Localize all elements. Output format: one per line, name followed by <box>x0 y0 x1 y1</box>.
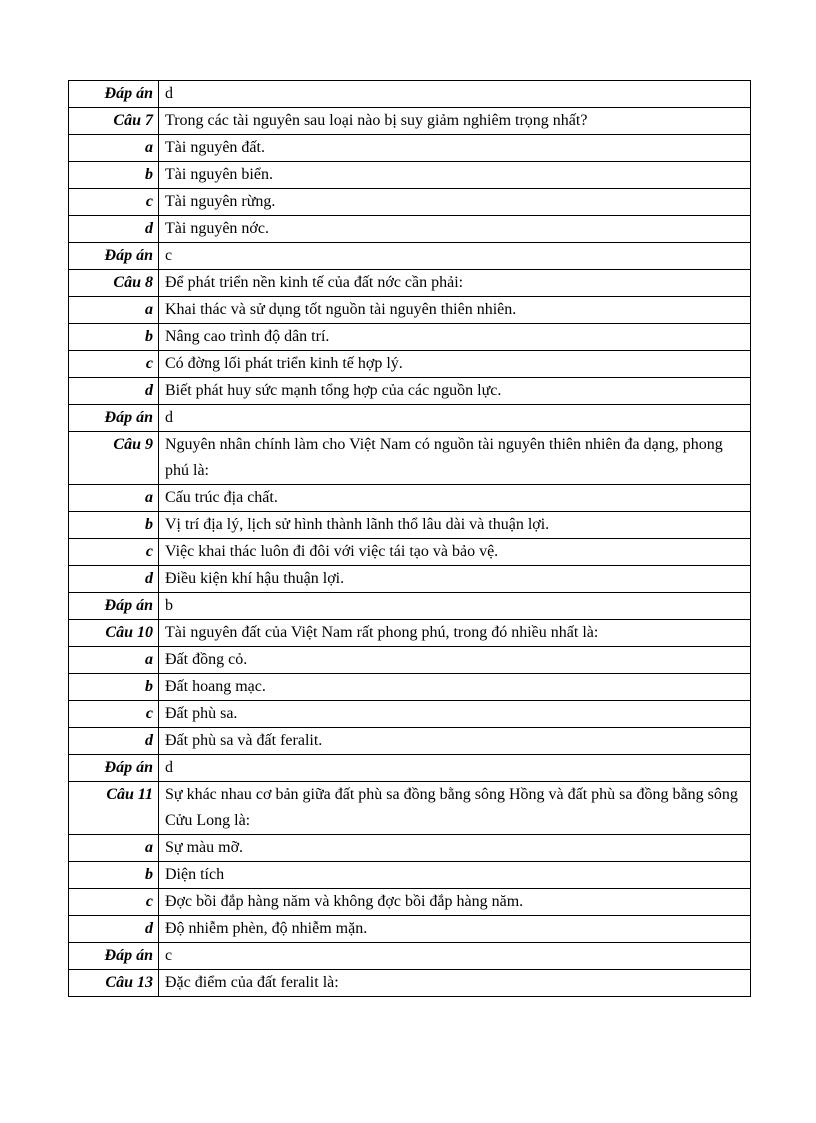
row-label: b <box>69 512 159 539</box>
row-label: b <box>69 674 159 701</box>
row-text: Để phát triển nền kinh tế của đất nớc cần phải: <box>159 270 751 297</box>
row-label: c <box>69 189 159 216</box>
quiz-table <box>68 80 751 997</box>
table-row <box>69 539 751 566</box>
row-text: Sự màu mỡ. <box>159 835 751 862</box>
row-text: Tài nguyên đất của Việt Nam rất phong phú, trong đó nhiều nhất là: <box>159 620 751 647</box>
row-text: b <box>159 593 751 620</box>
row-label: c <box>69 539 159 566</box>
row-label: c <box>69 889 159 916</box>
table-row <box>69 916 751 943</box>
table-row <box>69 674 751 701</box>
table-row <box>69 378 751 405</box>
row-label: c <box>69 701 159 728</box>
row-text: c <box>159 243 751 270</box>
row-text: Việc khai thác luôn đi đôi với việc tái tạo và bảo vệ. <box>159 539 751 566</box>
row-text: Độ nhiễm phèn, độ nhiễm mặn. <box>159 916 751 943</box>
row-text: Tài nguyên biển. <box>159 162 751 189</box>
table-row <box>69 862 751 889</box>
table-row <box>69 351 751 378</box>
table-row <box>69 81 751 108</box>
row-text: Đợc bồi đắp hàng năm và không đợc bồi đắp hàng năm. <box>159 889 751 916</box>
row-label: a <box>69 647 159 674</box>
table-row <box>69 485 751 512</box>
row-text: Đặc điểm của đất feralit là: <box>159 970 751 997</box>
row-label: b <box>69 862 159 889</box>
row-label: Đáp án <box>69 81 159 108</box>
row-label: Đáp án <box>69 593 159 620</box>
row-label: Câu 7 <box>69 108 159 135</box>
row-text: Trong các tài nguyên sau loại nào bị suy giảm nghiêm trọng nhất? <box>159 108 751 135</box>
row-label: b <box>69 324 159 351</box>
row-label: a <box>69 135 159 162</box>
row-text: Vị trí địa lý, lịch sử hình thành lãnh thổ lâu dài và thuận lợi. <box>159 512 751 539</box>
row-text: Cấu trúc địa chất. <box>159 485 751 512</box>
row-text: Có đờng lối phát triển kinh tế hợp lý. <box>159 351 751 378</box>
table-row <box>69 835 751 862</box>
row-text: Tài nguyên rừng. <box>159 189 751 216</box>
row-label: Câu 10 <box>69 620 159 647</box>
row-label: d <box>69 728 159 755</box>
row-label: d <box>69 566 159 593</box>
table-row <box>69 593 751 620</box>
row-text: Tài nguyên nớc. <box>159 216 751 243</box>
row-text: Khai thác và sử dụng tốt nguồn tài nguyên thiên nhiên. <box>159 297 751 324</box>
row-label: d <box>69 378 159 405</box>
table-row <box>69 782 751 835</box>
table-row <box>69 270 751 297</box>
table-row <box>69 889 751 916</box>
row-text: d <box>159 755 751 782</box>
row-text: Nguyên nhân chính làm cho Việt Nam có nguồn tài nguyên thiên nhiên đa dạng, phong phú là: <box>159 432 751 485</box>
row-label: b <box>69 162 159 189</box>
row-label: d <box>69 216 159 243</box>
row-text: Tài nguyên đất. <box>159 135 751 162</box>
row-text: Đất phù sa và đất feralit. <box>159 728 751 755</box>
row-label: Đáp án <box>69 405 159 432</box>
table-row <box>69 970 751 997</box>
row-label: Câu 11 <box>69 782 159 835</box>
row-label: Đáp án <box>69 755 159 782</box>
table-row <box>69 162 751 189</box>
table-row <box>69 512 751 539</box>
table-row <box>69 728 751 755</box>
row-label: a <box>69 835 159 862</box>
row-label: Câu 8 <box>69 270 159 297</box>
table-row <box>69 943 751 970</box>
row-text: Diện tích <box>159 862 751 889</box>
row-text: d <box>159 405 751 432</box>
row-text: Sự khác nhau cơ bản giữa đất phù sa đồng bằng sông Hồng và đất phù sa đồng bằng sông Cửu Long là: <box>159 782 751 835</box>
row-text: Đất đồng cỏ. <box>159 647 751 674</box>
row-label: c <box>69 351 159 378</box>
row-text: Đất hoang mạc. <box>159 674 751 701</box>
row-label: Đáp án <box>69 243 159 270</box>
table-row <box>69 566 751 593</box>
quiz-table-body <box>69 81 751 997</box>
table-row <box>69 189 751 216</box>
row-text: c <box>159 943 751 970</box>
row-text: Nâng cao trình độ dân trí. <box>159 324 751 351</box>
table-row <box>69 755 751 782</box>
table-row <box>69 108 751 135</box>
row-text: Đất phù sa. <box>159 701 751 728</box>
table-row <box>69 432 751 485</box>
table-row <box>69 620 751 647</box>
table-row <box>69 647 751 674</box>
table-row <box>69 405 751 432</box>
row-text: Biết phát huy sức mạnh tổng hợp của các nguồn lực. <box>159 378 751 405</box>
table-row <box>69 216 751 243</box>
row-label: Đáp án <box>69 943 159 970</box>
table-row <box>69 701 751 728</box>
table-row <box>69 297 751 324</box>
row-label: d <box>69 916 159 943</box>
row-text: Điều kiện khí hậu thuận lợi. <box>159 566 751 593</box>
row-label: Câu 9 <box>69 432 159 485</box>
row-label: a <box>69 297 159 324</box>
table-row <box>69 243 751 270</box>
table-row <box>69 135 751 162</box>
row-label: a <box>69 485 159 512</box>
row-label: Câu 13 <box>69 970 159 997</box>
row-text: d <box>159 81 751 108</box>
table-row <box>69 324 751 351</box>
